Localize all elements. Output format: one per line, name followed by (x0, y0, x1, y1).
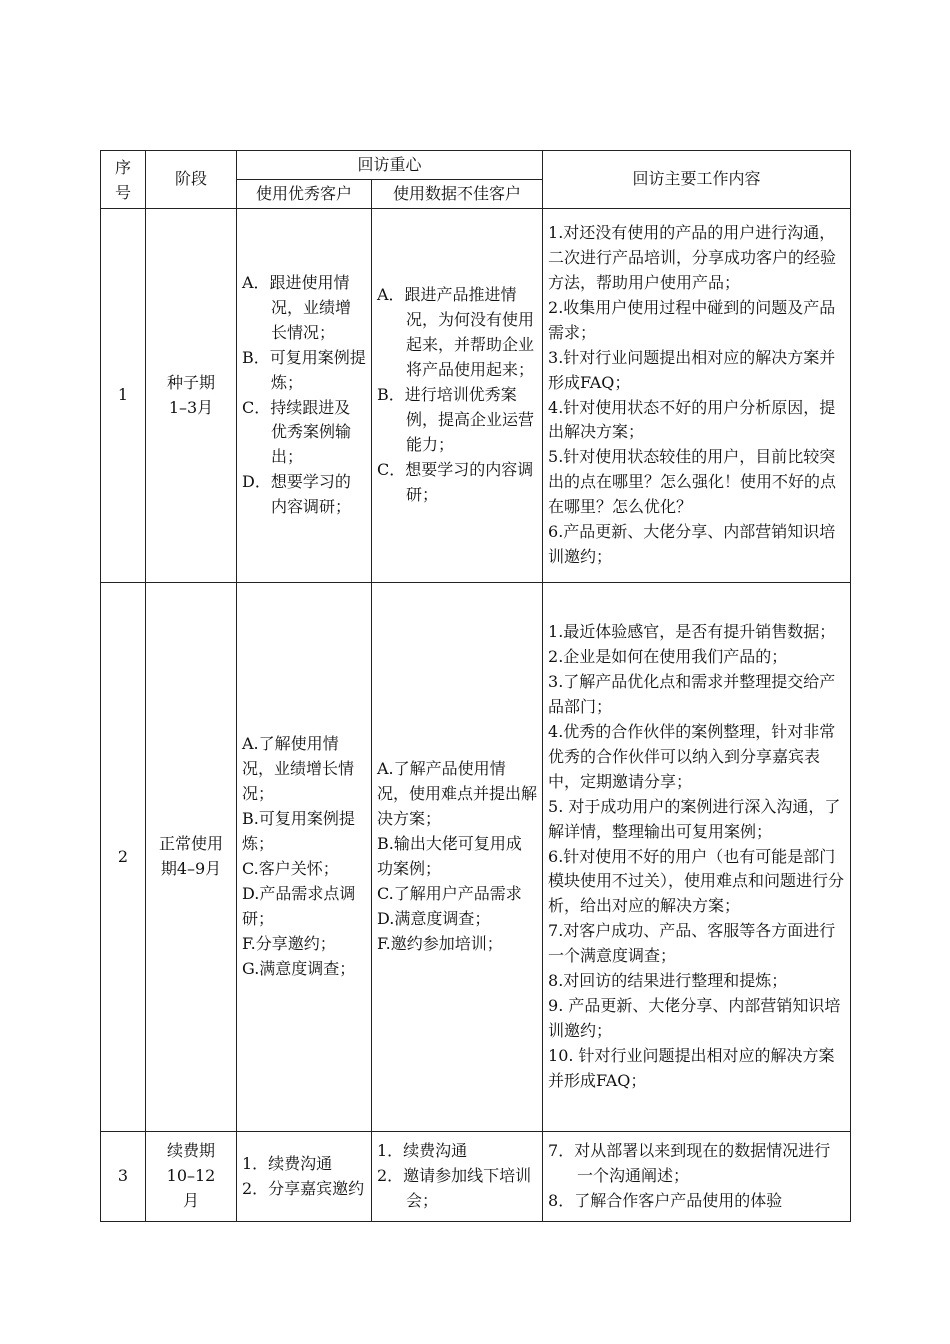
list-item: D.产品需求点调研； (242, 883, 356, 928)
header-content: 回访主要工作内容 (543, 151, 851, 209)
visit-plan-table (100, 150, 851, 1222)
row-no: 1 (101, 209, 146, 583)
list-item: 2.企业是如何在使用我们产品的； (548, 647, 788, 667)
list-item: 4.优秀的合作伙伴的案例整理，针对非常优秀的合作伙伴可以纳入到分享嘉宾表中，定期邀请分享； (548, 722, 836, 791)
row-stage: 续费期 10–12 月 (146, 1132, 237, 1222)
list-item: B．进行培训优秀案例，提高企业运营能力； (377, 385, 535, 454)
list-item: 5. 对于成功用户的案例进行深入沟通，了解详情，整理输出可复用案例； (548, 796, 841, 841)
list-item: B．可复用案例提炼； (242, 347, 366, 392)
header-stage: 阶段 (146, 151, 237, 209)
header-good: 使用优秀客户 (237, 180, 372, 209)
list-item: 10. 针对行业问题提出相对应的解决方案并形成FAQ； (548, 1045, 835, 1090)
row-good (237, 209, 372, 583)
list-item: 8．了解合作客户产品使用的体验 (548, 1190, 783, 1210)
list-item: 4.针对使用状态不好的用户分析原因，提出解决方案； (548, 397, 836, 442)
list-item: A．跟进使用情况，业绩增长情况； (242, 272, 352, 342)
list-item: 1．续费沟通 (377, 1141, 468, 1161)
table-row (101, 583, 851, 1132)
list-item: 9. 产品更新、大佬分享、内部营销知识培训邀约； (548, 995, 841, 1040)
list-item: 2.收集用户使用过程中碰到的问题及产品需求； (548, 297, 836, 342)
header-row (101, 151, 851, 180)
list-item: C．持续跟进及优秀案例输出； (242, 397, 352, 467)
row-no: 2 (101, 583, 146, 1132)
header-no: 序号 (101, 151, 146, 209)
row-poor (372, 209, 543, 583)
list-item: A．跟进产品推进情况，为何没有使用起来，并帮助企业将产品使用起来； (377, 285, 535, 380)
list-item: D．想要学习的内容调研； (242, 472, 352, 517)
list-item: C．想要学习的内容调研； (377, 459, 534, 504)
row-good (237, 583, 372, 1132)
list-item: G.满意度调查； (242, 958, 356, 978)
row-content (543, 1132, 851, 1222)
row-stage: 正常使用期4–9月 (146, 583, 237, 1132)
list-item: A.了解产品使用情况，使用难点并提出解决方案； (377, 759, 538, 829)
row-content (543, 209, 851, 583)
list-item: B.输出大佬可复用成功案例； (377, 834, 522, 878)
list-item: C.客户关怀； (242, 859, 339, 878)
list-item: 7．对从部署以来到现在的数据情况进行一个沟通阐述； (548, 1141, 831, 1186)
list-item: 8.对回访的结果进行整理和提炼； (548, 971, 788, 991)
list-item: F.邀约参加培训； (377, 933, 503, 953)
list-item: F.分享邀约； (242, 933, 336, 953)
table-row (101, 1132, 851, 1222)
list-item: 6.针对使用不好的用户（也有可能是部门模块使用不过关），使用难点和问题进行分析，给出对应的解决方案； (548, 846, 845, 916)
header-poor: 使用数据不佳客户 (372, 180, 543, 209)
list-item: D.满意度调查； (377, 908, 491, 928)
row-content (543, 583, 851, 1132)
list-item: 1.对还没有使用的产品的用户进行沟通，二次进行产品培训，分享成功客户的经验方法，帮助用户使用产品； (548, 223, 837, 292)
list-item: C.了解用户产品需求 (377, 883, 522, 903)
list-item: 2．分享嘉宾邀约 (242, 1178, 365, 1198)
list-item: 3.针对行业问题提出相对应的解决方案并形成FAQ； (548, 347, 836, 392)
table-row (101, 209, 851, 583)
row-stage: 种子期 1–3月 (146, 209, 237, 583)
row-good (237, 1132, 372, 1222)
row-poor (372, 1132, 543, 1222)
list-item: 1.最近体验感官，是否有提升销售数据； (548, 622, 836, 642)
list-item: A.了解使用情况，业绩增长情况； (242, 734, 355, 804)
list-item: 2．邀请参加线下培训会； (377, 1166, 532, 1210)
list-item: 5.针对使用状态较佳的用户，目前比较突出的点在哪里？怎么强化！使用不好的点在哪里？怎么优化？ (548, 447, 837, 517)
row-no: 3 (101, 1132, 146, 1222)
list-item: 3.了解产品优化点和需求并整理提交给产品部门； (548, 672, 836, 717)
list-item: 6.产品更新、大佬分享、内部营销知识培训邀约； (548, 522, 836, 566)
list-item: B.可复用案例提炼； (242, 809, 355, 854)
list-item: 7.对客户成功、产品、客服等各方面进行一个满意度调查； (548, 921, 836, 966)
row-poor (372, 583, 543, 1132)
list-item: 1．续费沟通 (242, 1153, 333, 1173)
header-focus: 回访重心 (237, 151, 543, 180)
